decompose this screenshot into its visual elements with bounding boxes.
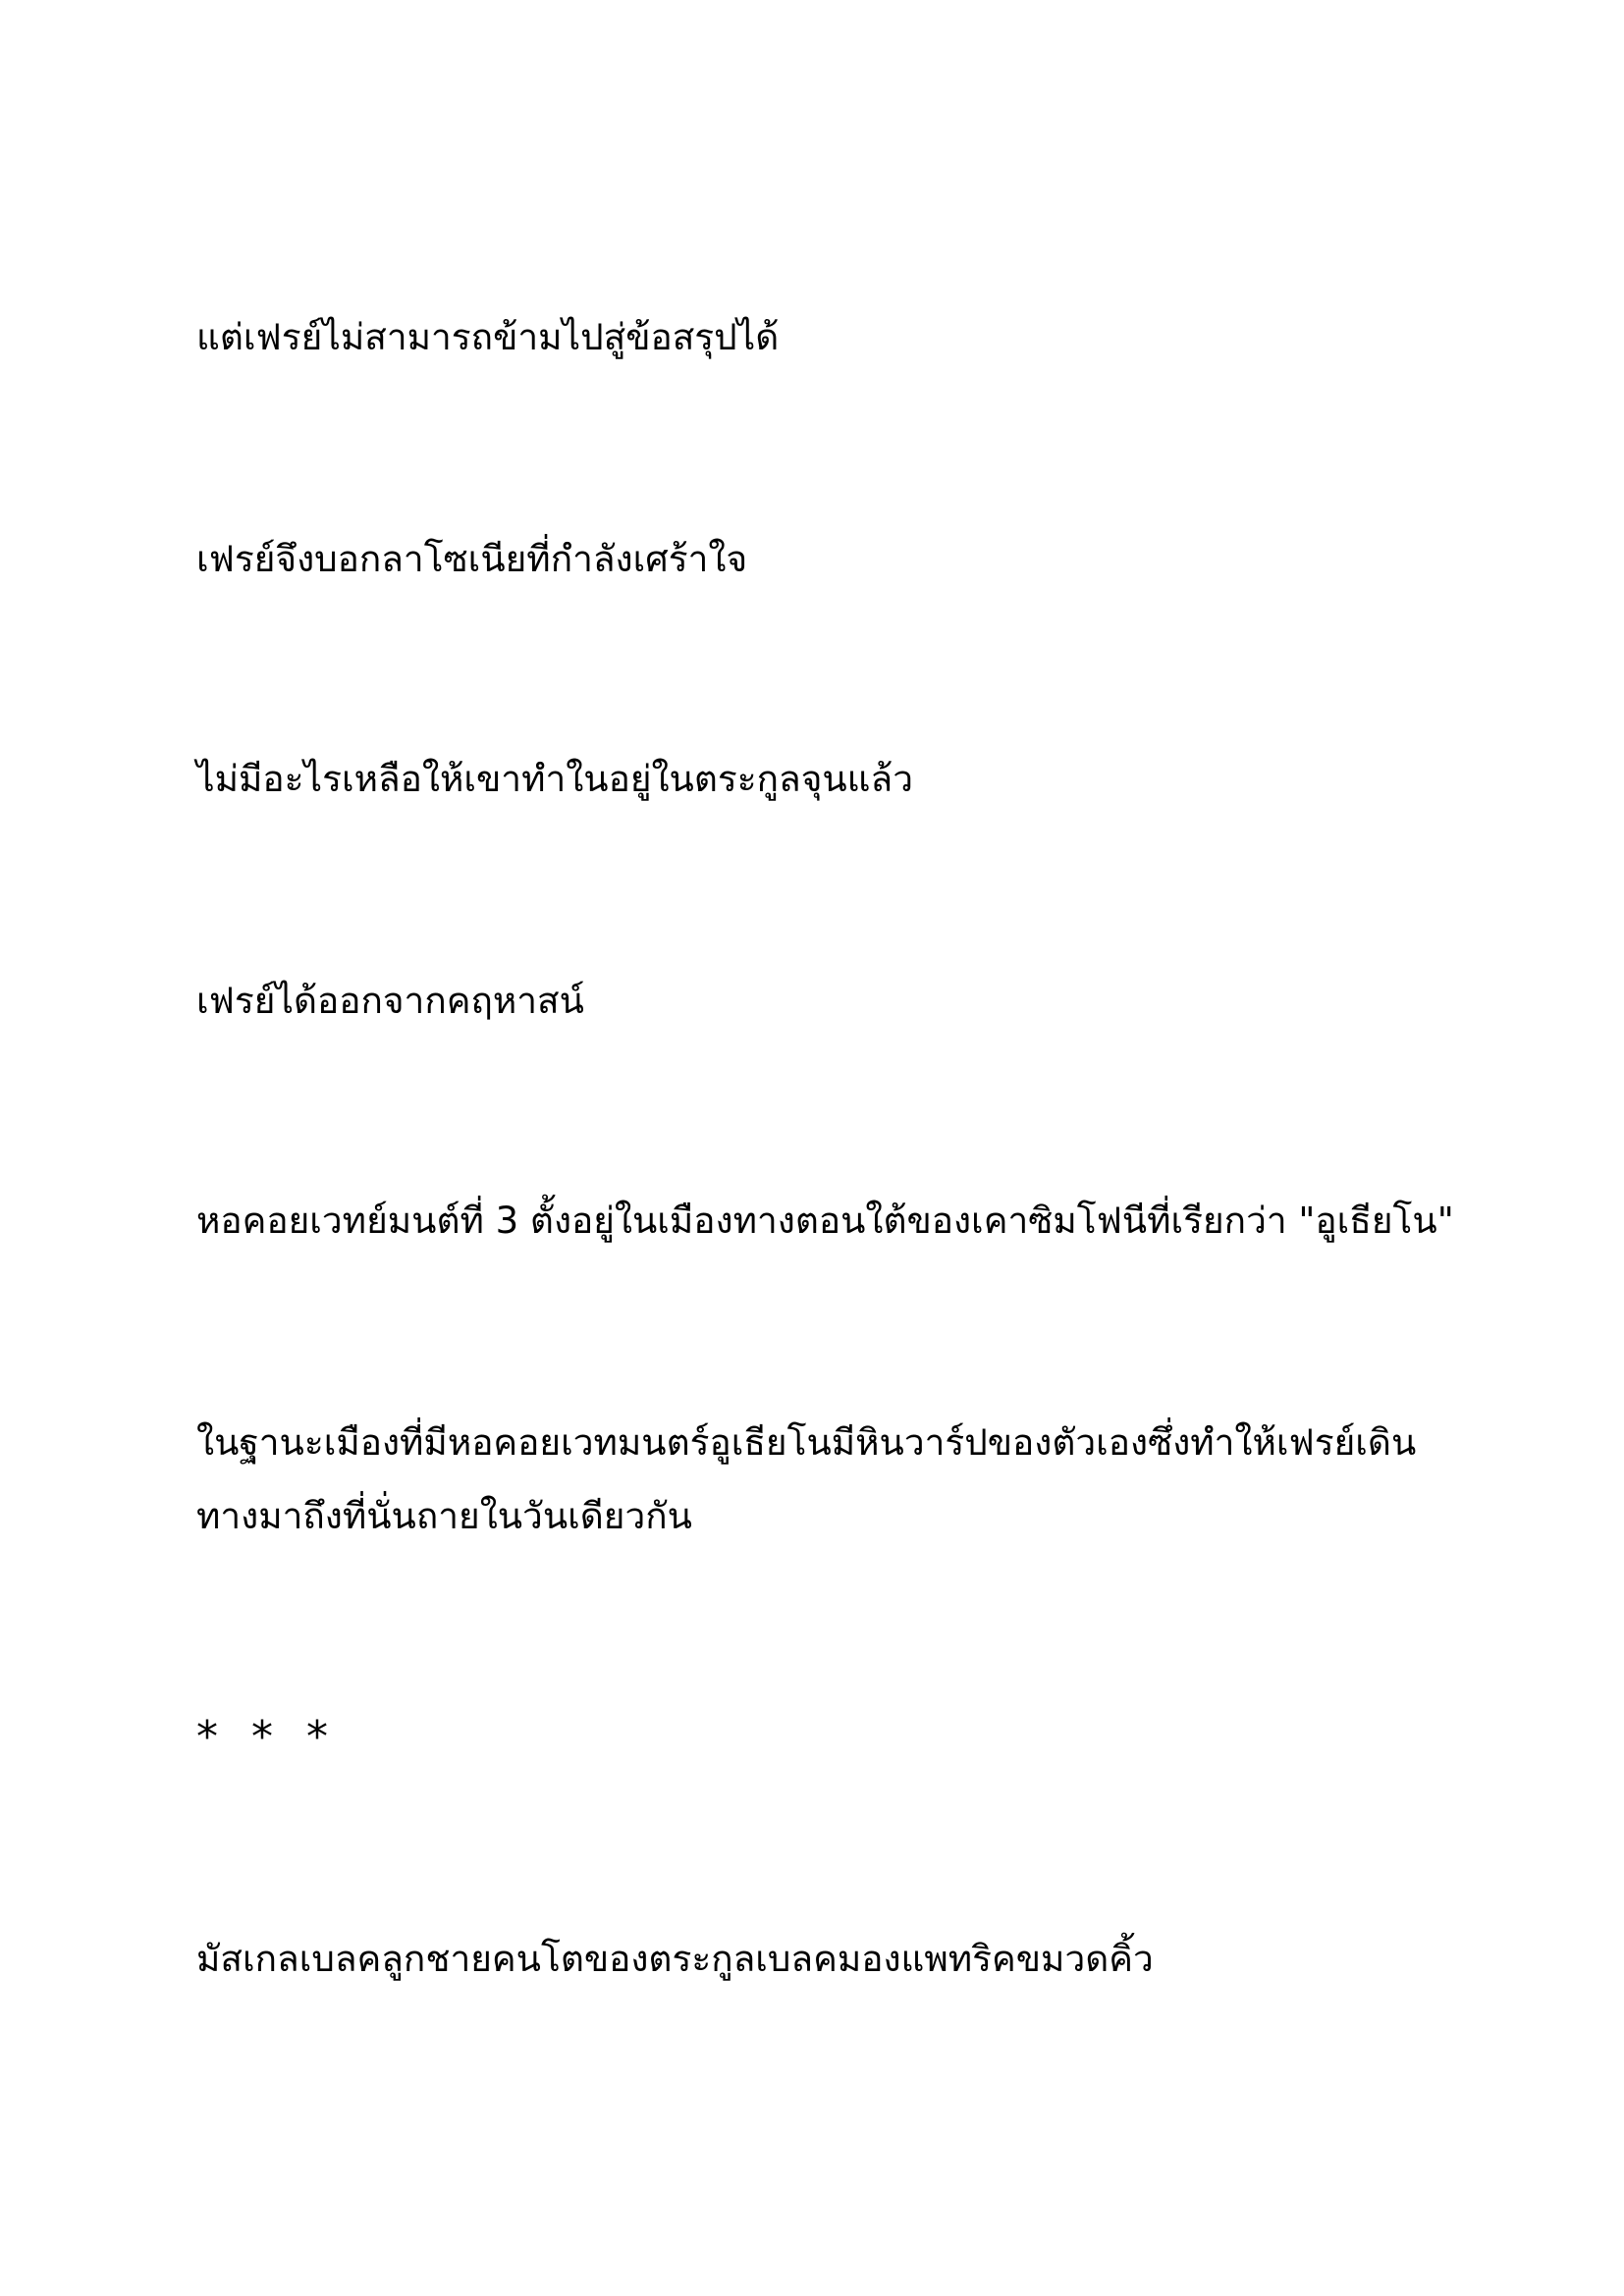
paragraph-1: แต่เฟรย์ไม่สามารถข้ามไปสู่ข้อสรุปได้ (196, 316, 780, 358)
paragraph-4: เฟรย์ได้ออกจากคฤหาสน์ (196, 980, 584, 1022)
paragraph-5: หอคอยเวทย์มนต์ที่ 3 ตั้งอยู่ในเมืองทางตอนใต้ของเคาซิมโฟนีที่เรียกว่า "อูเธียโน" (196, 1200, 1454, 1242)
paragraph-6: ในฐานะเมืองที่มีหอคอยเวทมนตร์อูเธียโนมีหินวาร์ปของตัวเองซึ่งทำให้เฟรย์เดินทางมาถึงที่นั่นถายในวันเดียวกัน (196, 1421, 1417, 1537)
paragraph-3: ไม่มีอะไรเหลือให้เขาทำในอยู่ในตระกูลจุนแล้ว (196, 758, 913, 800)
scene-separator: * * * (196, 1712, 338, 1762)
paragraph-2: เฟรย์จึงบอกลาโซเนียที่กำลังเศร้าใจ (196, 538, 748, 580)
paragraph-7: มัสเกลเบลคลูกชายคนโตของตระกูลเบลคมองแพทริคขมวดคิ้ว (196, 1938, 1154, 1980)
